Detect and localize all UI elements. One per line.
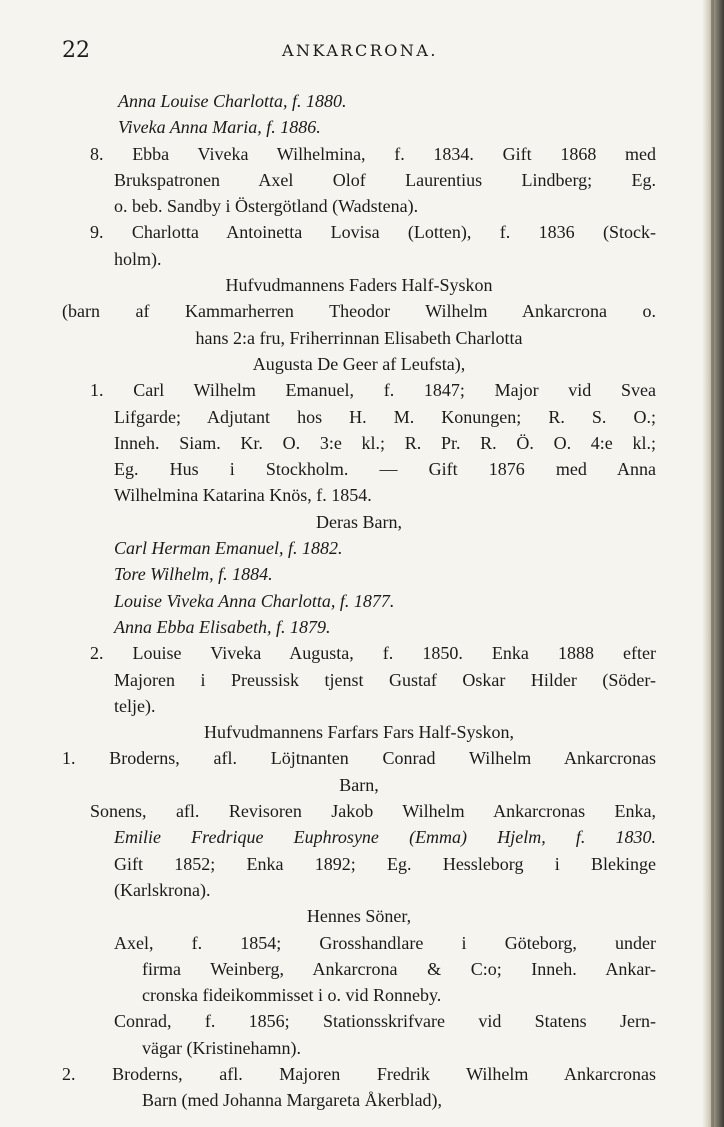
text-line-19: Tore Wilhelm, f. 1884. bbox=[114, 564, 273, 585]
text-line-33: Axel, f. 1854; Grosshandlare i Göteborg, under bbox=[114, 932, 656, 953]
text-line-24: telje). bbox=[114, 695, 156, 716]
text-line-23: Majoren i Preussisk tjenst Gustaf Oskar Hilder (Söder- bbox=[114, 669, 656, 690]
text-line-14: Inneh. Siam. Kr. O. 3:e kl.; R. Pr. R. Ö. O. 4:e kl.; bbox=[114, 432, 656, 453]
section-heading-5: Hennes Söner, bbox=[306, 906, 412, 927]
text-line-6: 9. Charlotta Antoinetta Lovisa (Lotten), f. 1836 (Stock- bbox=[90, 222, 656, 243]
text-line-31: (Karlskrona). bbox=[114, 879, 211, 900]
text-line-36: Conrad, f. 1856; Stationsskrifvare vid Statens Jern- bbox=[114, 1011, 656, 1032]
text-line-15: Eg. Hus i Stockholm. — Gift 1876 med Anna bbox=[114, 459, 656, 480]
page-header bbox=[62, 38, 662, 64]
text-line-10: hans 2:a fru, Friherrinnan Elisabeth Charlotta bbox=[195, 327, 523, 348]
text-line-11: Augusta De Geer af Leufsta), bbox=[252, 353, 466, 374]
page-number: 22 bbox=[62, 38, 90, 63]
text-line-2: Viveka Anna Maria, f. 1886. bbox=[118, 117, 321, 138]
text-line-21: Anna Ebba Elisabeth, f. 1879. bbox=[114, 616, 331, 637]
text-line-39: Barn (med Johanna Margareta Åkerblad), bbox=[142, 1090, 443, 1111]
section-heading-2: Deras Barn, bbox=[316, 511, 402, 532]
text-line-29: Emilie Fredrique Euphrosyne (Emma) Hjelm, f. 1830. bbox=[114, 827, 656, 848]
text-line-28: Sonens, afl. Revisoren Jakob Wilhelm Ankarcronas Enka, bbox=[90, 801, 656, 822]
page-body bbox=[62, 88, 656, 1114]
text-line-7: holm). bbox=[114, 248, 162, 269]
text-line-1: Anna Louise Charlotta, f. 1880. bbox=[118, 91, 347, 111]
text-line-5: o. beb. Sandby i Östergötland (Wadstena). bbox=[114, 196, 419, 217]
page-edge-line bbox=[711, 0, 714, 1127]
text-line-13: Lifgarde; Adjutant hos H. M. Konungen; R. S. O.; bbox=[114, 406, 656, 427]
text-line-18: Carl Herman Emanuel, f. 1882. bbox=[114, 538, 343, 559]
text-line-3: 8. Ebba Viveka Wilhelmina, f. 1834. Gift 1868 med bbox=[90, 143, 656, 164]
running-head: ANKARCRONA. bbox=[282, 41, 439, 60]
text-line-35: cronska fideikommisset i o. vid Ronneby. bbox=[142, 985, 442, 1006]
text-line-9: (barn af Kammarherren Theodor Wilhelm Ankarcrona o. bbox=[62, 301, 656, 322]
text-line-30: Gift 1852; Enka 1892; Eg. Hessleborg i Blekinge bbox=[114, 853, 656, 874]
text-line-22: 2. Louise Viveka Augusta, f. 1850. Enka 1888 efter bbox=[90, 643, 656, 664]
text-line-20: Louise Viveka Anna Charlotta, f. 1877. bbox=[114, 590, 395, 611]
section-heading-3: Hufvudmannens Farfars Fars Half-Syskon, bbox=[204, 722, 514, 743]
text-line-34: firma Weinberg, Ankarcrona & C:o; Inneh. Ankar- bbox=[142, 958, 656, 979]
text-line-26: 1. Broderns, afl. Löjtnanten Conrad Wilhelm Ankarcronas bbox=[62, 748, 656, 769]
text-line-16: Wilhelmina Katarina Knös, f. 1854. bbox=[114, 485, 372, 506]
text-line-4: Brukspatronen Axel Olof Laurentius Lindberg; Eg. bbox=[114, 169, 656, 190]
text-line-37: vägar (Kristinehamn). bbox=[142, 1037, 301, 1058]
section-heading-1: Hufvudmannens Faders Half-Syskon bbox=[225, 275, 493, 296]
text-line-38: 2. Broderns, afl. Majoren Fredrik Wilhelm Ankarcronas bbox=[62, 1063, 656, 1084]
section-heading-4: Barn, bbox=[339, 774, 379, 795]
text-line-12: 1. Carl Wilhelm Emanuel, f. 1847; Major vid Svea bbox=[90, 380, 656, 401]
